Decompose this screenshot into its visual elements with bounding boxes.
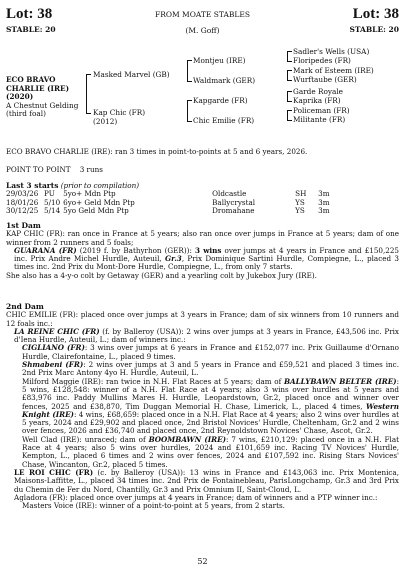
start-course: Ballycrystal xyxy=(212,197,256,207)
start-position: 5/14 xyxy=(44,205,61,215)
dam-sire: Kapgarde (FR) xyxy=(193,96,248,105)
stable-number-right: STABLE: 20 xyxy=(349,25,399,34)
produce-name: Shmabeni (FR) xyxy=(22,360,84,370)
dam-year: (2012) xyxy=(93,117,118,126)
produce-detail: Well Clad (IRE): unraced; dam of xyxy=(22,434,149,444)
produce-entry: Agladora (FR): placed once over jumps at 4 years in France; dam of winners and a PTP winner inc.: xyxy=(14,492,378,502)
produce-name: CIGLIANO (FR) xyxy=(22,343,85,353)
start-distance: 3m xyxy=(318,197,330,207)
start-course: Dromahane xyxy=(212,205,255,215)
page-number: 52 xyxy=(197,557,208,566)
horse-foal-order: (third foal) xyxy=(6,109,46,118)
produce-entry xyxy=(6,469,399,494)
start-race: 5yo Geld Mdn Ptp xyxy=(63,205,129,215)
last-starts-note: (prior to compilation) xyxy=(60,181,140,190)
first-dam-other-foals: She also has a 4-y-o colt by Getaway (GER) and a yearling colt by Jukebox Jury (IRE). xyxy=(6,270,317,280)
produce-wins: 3 wins xyxy=(194,245,222,255)
sire-sire-sire: Sadler's Wells (USA) xyxy=(293,47,370,56)
start-distance: 3m xyxy=(318,205,330,215)
stable-number-left: STABLE: 20 xyxy=(6,25,56,34)
second-dam-intro: CHIC EMILIE (FR): placed once over jumps at 3 years in France; dam of six winners from 10 runners and 12 foals inc.: xyxy=(6,310,399,328)
start-going: YS xyxy=(295,205,305,215)
produce-detail: Milford Maggie (IRE): ran twice in N.H. Flat Races at 5 years; dam of xyxy=(22,376,284,386)
dam-sire-sire: Garde Royale xyxy=(293,87,343,96)
produce-detail: (f. by Balleroy (USA)): 2 wins over jumps at 3 years in France, £43,506 inc. Prix d'Iena Hurdle, Auteuil, L.; dam of winners inc.: xyxy=(14,326,399,345)
start-date: 30/12/25 xyxy=(6,205,39,215)
start-going: SH xyxy=(295,189,307,199)
last-three-starts xyxy=(6,182,399,215)
produce-detail: : 4 wins, £68,659: placed once in a N.H. Flat Race at 4 years; also 2 wins over hurdles at 5 years, 2024 and £29,902 and placed once, 2nd Bristol Novices' Hurdle, Cheltenham, Gr.2 and 2 wins over fences, 2026 and £36,740 and placed once, 2nd Reynoldstown Novices' Chase, Ascot, Gr.2. xyxy=(22,409,399,436)
agent-name: (M. Goff) xyxy=(185,26,220,35)
start-date: 18/01/26 xyxy=(6,197,39,207)
produce-detail: : 5 wins, £128,548: winner of a N.H. Flat Race at 4 years; also 3 wins over hurdles at 5 years and £83,976 inc. Paddy Mullins Mares H. Hurdle, Leopardstown, Gr.2, placed once and winner over fences, 2025 and £38,870, Tim Duggan Memorial H. Chase, Limerick, L., placed 4 times, xyxy=(22,376,399,411)
sire-name: Masked Marvel (GB) xyxy=(93,70,170,79)
ptp-runs: 3 runs xyxy=(79,165,103,174)
produce-entry xyxy=(6,344,399,361)
first-dam-produce xyxy=(6,247,399,272)
start-position: 5/10 xyxy=(44,197,61,207)
sire-sire-dam: Floripedes (FR) xyxy=(293,56,351,65)
lot-number-left: Lot: 38 xyxy=(6,6,53,22)
lot-number-right: Lot: 38 xyxy=(352,6,399,22)
horse-identity xyxy=(6,76,78,119)
produce-entry xyxy=(6,378,399,436)
ptp-label: POINT TO POINT xyxy=(6,165,71,174)
start-race: 6yo+ Geld Mdn Ptp xyxy=(63,197,135,207)
start-going: YS xyxy=(295,197,305,207)
start-race: 5yo+ Mdn Ptp xyxy=(63,189,116,199)
sire-sire: Montjeu (IRE) xyxy=(193,56,246,65)
second-dam-section xyxy=(6,303,399,510)
race-summary: ECO BRAVO CHARLIE (IRE): ran 3 times in point-to-points at 5 and 6 years, 2026. xyxy=(6,147,308,156)
produce-detail: : 7 wins, £210,129: placed once in a N.H. Flat Race at 4 years; also 5 wins over hurdles, 2024 and £101,659 inc. Racing TV Novices' Hurdle, Kempton, L., placed 6 times and 2 wins over fences, 2024 and £107,592 inc. Rising Stars Novices' Chase, Wincanton, Gr.2, placed 5 times. xyxy=(22,434,400,469)
produce-detail-3: , Prix Dominique Sartini Hurdle, Compiegne, L., placed 3 times inc. 2nd Prix du Mont-Dore Hurdle, Compiegne, L., from only 7 starts. xyxy=(14,254,399,272)
produce-detail: : 3 wins over jumps at 6 years in France and £152,077 inc. Prix Guillaume d'Ornano Hurdle, Clairefontaine, L., placed 9 times. xyxy=(22,343,399,361)
produce-detail: (2019 f. by Bathyrhon (GER)): xyxy=(76,245,195,255)
pedigree-table xyxy=(6,48,399,138)
second-dam-title: 2nd Dam xyxy=(6,302,44,311)
point-to-point-record xyxy=(6,166,399,174)
produce-detail: (c. by Balleroy (USA)): 13 wins in France and £143,063 inc. Prix Montenica, Maisons-Laffitte, L., placed 34 times inc. 2nd Prix de Fontainebleau, ParisLongchamp, Gr.3 and 3rd Prix du Chemin de Fer du Nord, Chantilly, Gr.3 and Prix Omnium II, Saint-Cloud, L. xyxy=(14,467,399,494)
horse-year: (2020) xyxy=(6,92,34,101)
horse-name: ECO BRAVO xyxy=(6,75,56,84)
last-starts-title: Last 3 starts xyxy=(6,181,59,190)
produce-entry xyxy=(6,436,399,469)
produce-entry xyxy=(6,328,399,345)
dam-dam: Chic Emilie (FR) xyxy=(193,116,255,125)
start-date: 29/03/26 xyxy=(6,189,39,199)
produce-name: BALLYBAWN BELTER (IRE) xyxy=(283,376,397,386)
start-distance: 3m xyxy=(318,189,330,199)
sire-dam: Waldmark (GER) xyxy=(193,76,256,85)
first-dam-section xyxy=(6,222,399,280)
produce-name: LA REINE CHIC (FR) xyxy=(14,326,100,336)
produce-entry xyxy=(6,361,399,378)
first-dam-record: KAP CHIC (FR): ran once in France at 5 years; also ran once over jumps in France at 5 years; dam of one winner from 2 runners and 5 foals; xyxy=(6,229,399,247)
start-position: PU xyxy=(44,189,55,199)
sire-dam-dam: Wurftaube (GER) xyxy=(293,75,357,84)
dam-dam-sire: Policeman (FR) xyxy=(293,106,350,115)
produce-name: LE ROI CHIC (FR) xyxy=(14,467,94,477)
produce-detail-2: over jumps at 4 years in France and £150,225 inc. Prix Andre Michel Hurdle, Auteuil, xyxy=(14,245,400,264)
table-row xyxy=(6,207,333,215)
dam-name: Kap Chic (FR) xyxy=(93,108,146,117)
vendor-name: FROM MOATE STABLES xyxy=(154,10,250,19)
start-course: Oldcastle xyxy=(212,189,247,199)
produce-detail: : 2 wins over jumps at 3 and 5 years in France and £59,521 and placed 3 times inc. 2nd Prix Marc Antony 4yo H. Hurdle, Auteuil, L. xyxy=(22,360,399,378)
produce-name: BOOMBAWN (IRE) xyxy=(148,434,226,444)
horse-description: A Chestnut Gelding xyxy=(6,100,79,110)
horse-name-cont: CHARLIE (IRE) xyxy=(6,83,70,93)
sire-dam-sire: Mark of Esteem (IRE) xyxy=(293,66,374,75)
dam-sire-dam: Kaprika (FR) xyxy=(293,96,341,105)
starts-table xyxy=(6,190,333,215)
produce-grade: Gr.3 xyxy=(165,254,182,264)
produce-name: GUARANA (FR) xyxy=(14,245,77,255)
dam-dam-dam: Militante (FR) xyxy=(293,115,346,124)
first-dam-title: 1st Dam xyxy=(6,221,41,230)
produce-name: Western Knight (IRE) xyxy=(22,401,399,419)
produce-entry: Masters Voice (IRE): winner of a point-to-point at 5 years, from 2 starts. xyxy=(22,501,285,511)
